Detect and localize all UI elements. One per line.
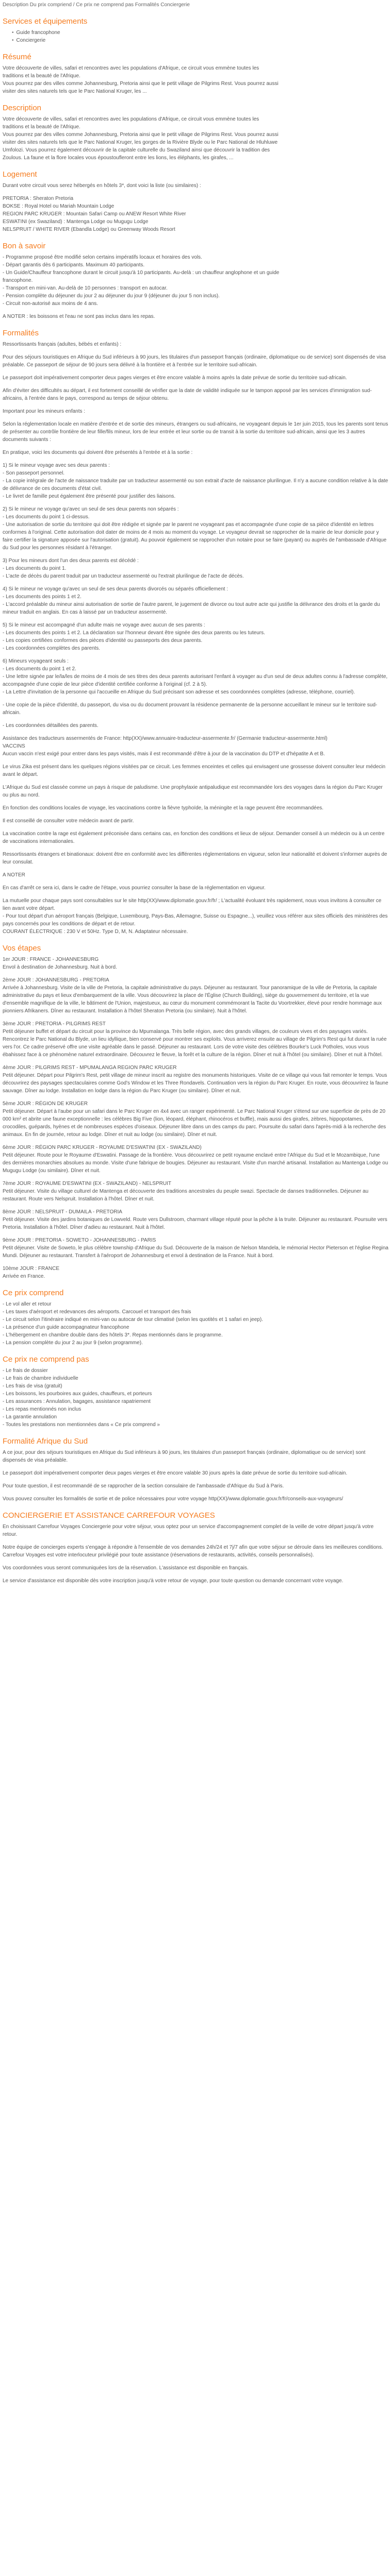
paragraph: 3) Pour les mineurs dont l'un des deux parents est décédé : [3, 558, 139, 564]
day-text: Petit déjeuner. Départ pour Pilgrim's Rest, petit village de mineur inscrit au registre des monuments historiques. Visite de ce village qui vous fait remonter le temps. Vous découvrirez des paysages spectaculaires comme God's Window et les Three Rondavels. Continuation vers la région du Parc Kruger. En route, vous découvrirez la faune sauvage. Dîner au lodge. Installation en lodge dans la région du Parc Kruger (ou similaire). Dîner et nuit. [3, 1073, 388, 1094]
text-line: Vous pourrez par des villes comme Johannesburg, Pretoria ainsi que le petit village de Pilgrims Rest. Vous pourrez aussi [3, 81, 279, 87]
list-item: - L'hébergement en chambre double dans des hôtels 3*. Repas mentionnés dans le programme. [3, 1332, 223, 1338]
day-text: Arrivée en France. [3, 1274, 45, 1279]
formalites-title: Formalités [3, 329, 39, 337]
paragraph: - La copie intégrale de l'acte de naissance traduite par un traducteur assermenté ou son extrait d'acte de naissance plurilingue. Il n'y a aucune condition relative à la date de délivrance de ces documents d'état civil. [3, 478, 388, 492]
text-line: francophone. [3, 278, 33, 283]
day-text: Petit déjeuner. Visite du village culturel de Mantenga et découverte des traditions ancestrales du peuple swazi. Spectacle de danses traditionnelles. Déjeuner au restaurant. Route vers Nelspruit. Installation à l'hôtel. Dîner et nuit. [3, 1189, 369, 1202]
paragraph: - Les copies certifiées conformes des pièces d'identité ou passeports des deux parents. [3, 638, 203, 643]
paragraph: La mutuelle pour chaque pays sont consultables sur le site http(XX)/www.diplomatie.gouv.fr/fr/ ; L'actualité évoluant très rapidement, nous vous invitons à consulter ce lien avant votre départ. [3, 898, 382, 911]
paragraph: - Pour tout départ d'un aéroport français (Belgique, Luxembourg, Pays-Bas, Allemagne, Suisse ou Espagne...), veuillez vous référer aux sites officiels des ministères des pays concernés pour les conditions de départ et de retour. [3, 913, 388, 927]
paragraph: Vous pouvez consulter les formalités de sortie et de police nécessaires pour votre voyage http(XX)/www.diplomatie.gouv.fr/fr/conseils-aux-voyageurs/ [3, 1496, 344, 1502]
paragraph: 1) Si le mineur voyage avec ses deux parents : [3, 463, 110, 468]
paragraph: - Une copie de la pièce d'identité, du passeport, du visa ou du document prouvant la résidence permanente de la personne accueillant le mineur sur le territoire sud-africain. [3, 702, 378, 716]
text-line: - Transport en mini-van. Au-delà de 10 personnes : transport en autocar. [3, 285, 168, 291]
paragraph: Important pour les mineurs enfants : [3, 409, 86, 414]
paragraph: - Les documents du point 1. [3, 566, 67, 571]
list-item: • Conciergerie [17, 37, 388, 44]
list-item: - Les frais de visa (gratuit) [3, 1383, 62, 1389]
paragraph: Vos coordonnées vous seront communiquées lors de la réservation. L'assistance est disponible en français. [3, 1565, 249, 1571]
text-line: Umfolozi. Vous pourrez également découvrir de la capitale culturelle du Swaziland ainsi que découvrir la tradition des [3, 147, 270, 153]
paragraph: VACCINS [3, 743, 25, 749]
paragraph: Le virus Zika est présent dans les quelques régions visitées par ce circuit. Les femmes enceintes et celles qui envisagent une grossesse doivent consulter leur médecin avant le départ. [3, 764, 386, 777]
paragraph: - Le livret de famille peut également être présenté pour justifier des liaisons. [3, 494, 176, 499]
paragraph: En fonction des conditions locales de voyage, les vaccinations contre la fièvre typhoïde, la méningite et la rage peuvent être recommandées. [3, 805, 324, 811]
day-heading: 6ème JOUR : RÉGION PARC KRUGER - ROYAUME D'ESWATINI (EX - SWAZILAND) [3, 1145, 202, 1150]
list-item: - Les repas mentionnés non inclus [3, 1406, 82, 1412]
day-heading: 8ème JOUR : NELSPRUIT - DUMAILA - PRETORIA [3, 1209, 122, 1215]
paragraph: Aucun vaccin n'est exigé pour entrer dans les pays visités, mais il est recommandé d'être à jour de la vaccination du DTP et d'hépatite A et B. [3, 751, 325, 757]
text-line: - Programme proposé être modifié selon certains impératifs locaux et horaires des vols. [3, 255, 202, 260]
day-heading: 3ème JOUR : PRETORIA - PILGRIMS REST [3, 1021, 106, 1027]
list-item: - Le frais de dossier [3, 1368, 48, 1374]
bon-savoir-text [3, 253, 388, 308]
paragraph: - L'accord préalable du mineur ainsi autorisation de sortie de l'autre parent, le jugement de divorce ou tout autre acte qui justifie la délivrance des droits et la garde du mineur traduit en anglais. En cas à laissé par un traducteur assermenté. [3, 602, 380, 615]
etapes-list [3, 956, 388, 1280]
day-heading: 7ème JOUR : ROYAUME D'ESWATINI (EX - SWAZILAND) - NELSPRUIT [3, 1181, 171, 1187]
paragraph: - Les documents du point 1 ci-dessus. [3, 514, 90, 520]
logement-intro: Durant votre circuit vous serez hébergés en hôtels 3*, dont voici la liste (ou similaires) : [3, 183, 201, 189]
description-title: Description [3, 104, 42, 112]
hotel-item: PRETORIA : Sheraton Pretoria [3, 196, 74, 201]
paragraph: En cas d'arrêt ce sera ici, dans le cadre de l'étape, vous pourriez consulter la base de la réglementation en vigueur. [3, 885, 266, 891]
text-line: traditions et la beauté de l'Afrique. [3, 124, 80, 130]
day-heading: 9ème JOUR : PRETORIA - SOWETO - JOHANNESBURG - PARIS [3, 1238, 156, 1243]
list-item: • Guide francophone [17, 29, 388, 37]
paragraph: - Les documents du point 1 et 2. [3, 666, 76, 672]
paragraph: - Les coordonnées complètes des parents. [3, 646, 100, 651]
day-heading: 10ème JOUR : FRANCE [3, 1266, 60, 1272]
paragraph: Le passeport doit impérativement comporter deux pages vierges et être encore valable 30 jours après la date prévue de sortie du territoire sud-africain. [3, 1470, 348, 1476]
text-line: Zoulous. La faune et la flore locales vous époustoufleront entre les lions, les éléphants, les girafes, ... [3, 155, 234, 161]
text-line: traditions et la beauté de l'Afrique. [3, 73, 80, 79]
hotel-item: ESWATINI (ex Swaziland) : Mantenga Lodge ou Mugugu Lodge [3, 219, 149, 225]
conciergerie-body [3, 1523, 388, 1585]
paragraph: 4) Si le mineur ne voyage qu'avec un seul de ses deux parents divorcés ou séparés officiellement : [3, 586, 228, 592]
day-text: Arrivée à Johannesburg. Visite de la ville de Pretoria, la capitale administrative du pays. Déjeuner au restaurant. Tour panoramique de la ville de Pretoria, la capitale administrative du pays et lieux d'embarquement de la ville. Vous découvrirez la place de l'Église (Church Building), siège du gouvernement du territoire, et la vue d'ensemble magnifique de la ville, le bâtiment de l'Union, majestueux, au cœur du monument commémorant la Tacite du Voortrekker, élevé pour rendre hommage aux pionniers Afrikaners. Dîner au restaurant. Installation à l'hôtel Sheraton Pretoria (ou similaire). Nuit à l'hôtel. [3, 985, 382, 1014]
prix-ne-comprend-list [3, 1367, 388, 1429]
resume-title: Résumé [3, 53, 31, 61]
resume-text [3, 64, 388, 95]
formalites-afrique-body [3, 1449, 388, 1503]
paragraph: - Une lettre signée par le/la/les de moins de 4 mois de ses titres des deux parents autorisant l'enfant à voyager au d'un seul de deux adultes connu à l'adresse complète, accompagnée d'une copie de leur pièce d'identité certifiée conforme à l'original (cf. 2 à 5). [3, 674, 388, 687]
day-heading: 4ème JOUR : PILGRIMS REST - MPUMALANGA REGION PARC KRUGER [3, 1065, 177, 1071]
paragraph: Selon la réglementation locale en matière d'entrée et de sortie des mineurs, étrangers ou sud-africains, ne voyageant depuis le 1er juin 2015, tous les parents sont tenus de présenter au contrôle frontière de leur fille/fils mineur, lors de leur entrée et leur sortie ou de transit à la sortie du territoire sud-africain, ainsi que les 3 autres documents suivants : [3, 421, 388, 443]
prix-ne-comprend-title: Ce prix ne comprend pas [3, 1355, 89, 1364]
list-item: - Les taxes d'aéroport et redevances des aéroports. Carcouel et transport des frais [3, 1309, 191, 1315]
paragraph: Assistance des traducteurs assermentés de France: http(XX)/www.annuaire-traducteur-assermente.fr/ (Germanie traducteur-assermente.html) [3, 736, 328, 741]
text-line: - Départ garantis dès 6 participants. Maximum 40 participants. [3, 262, 145, 268]
text-line: Votre découverte de villes, safari et rencontres avec les populations d'Afrique, ce circuit vous emmène toutes les [3, 65, 259, 71]
text-line: visiter des sites naturels tels que le Parc National Kruger, les ... [3, 89, 147, 94]
paragraph: Le passeport doit impérativement comporter deux pages vierges et être encore valable à moins après la date prévue de sortie du territoire sud-africain. [3, 375, 347, 381]
breadcrumb: Description Du prix compriend / Ce prix ne comprend pas Formalités Conciergerie [3, 2, 190, 8]
etapes-title: Vos étapes [3, 944, 41, 953]
paragraph: Pour toute question, il est recommandé de se rapprocher de la section consulaire de l'ambassade d'Afrique du Sud à Paris. [3, 1483, 284, 1489]
paragraph: A NOTER [3, 872, 25, 878]
day-heading: 5ème JOUR : RÉGION DE KRUGER [3, 1101, 88, 1107]
formalites-body [3, 341, 388, 936]
paragraph: En choisissant Carrefour Voyages Conciergerie pour votre séjour, vous optez pour un service d'accompagnement complet de la veille de votre départ jusqu'à votre retour. [3, 1524, 374, 1537]
logement-hotels [3, 195, 388, 233]
list-item: - Le circuit selon l'itinéraire indiqué en mini-van ou autocar de tour climatisé (selon les quotités et 1 safari en jeep). [3, 1317, 263, 1323]
text-line: Vous pourrez par des villes comme Johannesburg, Pretoria ainsi que le petit village de Pilgrims Rest. Vous pourrez aussi [3, 132, 279, 138]
prix-comprend-title: Ce prix comprend [3, 1289, 64, 1297]
list-item: - La garantie annulation [3, 1414, 57, 1420]
paragraph: - L'acte de décès du parent traduit par un traducteur assermenté ou l'extrait plurilingue de l'acte de décès. [3, 573, 244, 579]
logement-title: Logement [3, 170, 37, 179]
day-text: Petit déjeuner. Visite de Soweto, le plus célèbre township d'Afrique du Sud. Découverte de la maison de Nelson Mandela, le mémorial Hector Pieterson et l'église Regina Mundi. Déjeuner au restaurant. Transfert à l'aéroport de Johannesburg et envol à destination de la France. Nuit à bord. [3, 1245, 388, 1259]
list-item: - La pension complète du jour 2 au jour 9 (selon programme). [3, 1340, 143, 1346]
day-heading: 1er JOUR : FRANCE - JOHANNESBURG [3, 957, 99, 962]
day-heading: 2ème JOUR : JOHANNESBURG - PRETORIA [3, 977, 109, 983]
day-text: Petit déjeuner. Départ à l'aube pour un safari dans le Parc Kruger en 4x4 avec un ranger expérimenté. Le Parc National Kruger s'étend sur une superficie de près de 20 000 km² et abrite une faune exceptionnelle : les célèbres Big Five (lion, léopard, éléphant, rhinocéros et buffle), mais aussi des girafes, zèbres, hippopotames, crocodiles, guépards, hyènes et de nombreuses espèces d'oiseaux. Déjeuner libre dans un des camps du parc. Poursuite du safari dans l'après-midi à la recherche des animaux. En fin de journée, retour au lodge. Dîner et nuit au lodge (ou similaire). Dîner et nuit. [3, 1109, 386, 1138]
bon-savoir-title: Bon à savoir [3, 242, 46, 250]
list-item: - La présence d'un guide accompagnateur francophone [3, 1325, 129, 1330]
paragraph: 6) Mineurs voyageant seuls : [3, 658, 69, 664]
text-line: - Circuit non-autorisé aux moins de 4 ans. [3, 301, 99, 307]
conciergerie-title: CONCIERGERIE ET ASSISTANCE CARREFOUR VOYAGES [3, 1511, 215, 1520]
paragraph: Ressortissants étrangers et binationaux: doivent être en conformité avec les différentes réglementations en vigueur, selon leur nationalité et doivent s'informer auprès de leur consulat. [3, 852, 387, 865]
formalites-afrique-title: Formalité Afrique du Sud [3, 1437, 88, 1446]
paragraph: - Une autorisation de sortie du territoire qui doit être rédigée et signée par le parent ne voyageant pas et accompagnée d'une copie de sa pièce d'identité en lettres conformes à l'original. Cette autorisation doit dater de moins de 4 mois au moment du voyage. Le voyageur devrait se rapprocher de la mairie de leur domicile pour y faire certifier la signature apposée sur l'autorisation (gratuit). Au pouvoir également se rapprocher d'un notaire pour se faire (payant) ou auprès de l'ambassade d'Afrique du Sud pour les personnes résidant à l'étranger. [3, 522, 387, 551]
day-text: Petit déjeuner buffet et départ du circuit pour la province du Mpumalanga. Très belle région, avec des grands villages, de couleurs vives et des paysages variés. Rencontrez le Parc National du Blyde, un lieu idyllique, bien conservé pour montrer ses exploits. Vous arriverez ensuite au village de Pilgrim's Rest qui fut durant la ruée vers l'or. Ce cadre préservé offre une visite agréable dans le passé. Déjeuner au restaurant. Lors de votre visite des célèbres Bourke's Luck Potholes, vous vous ébahissez face à ce phénomène naturel extraordinaire. Découvrez le fleuve, la forêt et la culture de la région. Dîner et nuit à l'hôtel (ou similaire). Dîner et nuit à l'hôtel. [3, 1029, 387, 1058]
text-line: Votre découverte de villes, safari et rencontres avec les populations d'Afrique, ce circuit vous emmène toutes les [3, 116, 259, 122]
services-title: Services et équipements [3, 17, 88, 26]
paragraph: Il est conseillé de consulter votre médecin avant de partir. [3, 818, 134, 824]
paragraph: - Les coordonnées détaillées des parents. [3, 723, 99, 728]
hotel-item: REGION PARC KRUGER : Mountain Safari Camp ou ANEW Resort White River [3, 211, 186, 217]
day-text: Envol à destination de Johannesburg. Nuit à bord. [3, 964, 117, 970]
paragraph: Ressortissants français (adultes, bébés et enfants) : [3, 342, 122, 347]
paragraph: A ce jour, pour des séjours touristiques en Afrique du Sud inférieurs à 90 jours, les titulaires d'un passeport français (ordinaire, diplomatique ou de service) sont dispensés de visa préalable. [3, 1450, 366, 1463]
paragraph: En pratique, voici les documents qui doivent être présentés à l'entrée et à la sortie : [3, 450, 193, 455]
paragraph: L'Afrique du Sud est classée comme un pays à risque de paludisme. Une prophylaxie antipaludique est recommandée lors des voyages dans la région du Parc Kruger ou plus au nord. [3, 785, 383, 798]
list-item: - Le frais de chambre individuelle [3, 1376, 78, 1381]
paragraph: COURANT ÉLECTRIQUE : 230 V et 50Hz. Type D, M, N. Adaptateur nécessaire. [3, 929, 188, 935]
paragraph: Pour des séjours touristiques en Afrique du Sud inférieurs à 90 jours, les titulaires d'un passeport français (ordinaire, diplomatique ou de service) sont dispensés de visa préalable. Ce passeport de séjour de 90 jours sera délivré à la frontière et à l'entrée sur le territoire sud-africain. [3, 354, 386, 368]
hotel-item: NELSPRUIT / WHITE RIVER (Ebandla Lodge) ou Greenway Woods Resort [3, 227, 175, 232]
hotel-item: BOKSE : Royal Hotel ou Mariah Mountain Lodge [3, 204, 115, 209]
text-line: - Un Guide/Chauffeur francophone durant le circuit jusqu'à 10 participants. Au-delà : un chauffeur anglophone et un guide [3, 270, 280, 276]
paragraph: La vaccination contre la rage est également préconisée dans certains cas, en fonction des conditions et lieux de séjour. Demander conseil à un médecin ou à un centre de vaccinations internationales. [3, 831, 385, 844]
paragraph: 2) Si le mineur ne voyage qu'avec un seul de ses deux parents non séparés : [3, 506, 179, 512]
text-line: - Pension complète du déjeuner du jour 2 au déjeuner du jour 9 (déjeuner du jour 5 non inclus). [3, 293, 220, 299]
list-item: - Les boissons, les pourboires aux guides, chauffeurs, et porteurs [3, 1391, 152, 1397]
paragraph: - Les documents des points 1 et 2. La déclaration sur l'honneur devant être signée des deux parents ou les tuteurs. [3, 630, 265, 636]
paragraph: 5) Si le mineur est accompagné d'un adulte mais ne voyage avec aucun de ses parents : [3, 622, 205, 628]
list-item: - Toutes les prestations non mentionnées dans « Ce prix comprend » [3, 1422, 160, 1428]
paragraph: Le service d'assistance est disponible dès votre inscription jusqu'à votre retour de voyage, pour toute question ou demande concernant votre voyage. [3, 1578, 344, 1584]
list-item: - Les assurances : Annulation, bagages, assistance rapatriement [3, 1399, 151, 1404]
description-text [3, 115, 388, 162]
list-item: - Le vol aller et retour [3, 1301, 52, 1307]
day-text: Petit déjeuner. Route pour le Royaume d'Eswatini. Passage de la frontière. Vous découvrirez ce petit royaume enclavé entre l'Afrique du Sud et le Mozambique, l'une des dernières monarchies absolues au monde. Visite d'une fabrique de bougies. Déjeuner au restaurant. Visite d'un marché artisanal. Installation au Mantenga Lodge ou Mugugu Lodge (ou similaire). Dîner et nuit. [3, 1153, 388, 1174]
paragraph: Notre équipe de concierges experts s'engage à répondre à l'ensemble de vos demandes 24h/24 et 7j/7 afin que votre séjour se déroule dans les meilleures conditions. Carrefour Voyages est votre interlocuteur privilégié pour toute assistance (réservations de restaurants, activités, conseils personnalisés). [3, 1545, 383, 1558]
bon-savoir-note: A NOTER : les boissons et l'eau ne sont pas inclus dans les repas. [3, 314, 155, 319]
services-list [3, 29, 388, 44]
paragraph: - Les documents des points 1 et 2. [3, 594, 82, 600]
paragraph: - La Lettre d'invitation de la personne qui l'accueille en Afrique du Sud précisant son adresse et ses coordonnées complètes (adresse, téléphone, courriel). [3, 689, 355, 695]
paragraph: Afin d'éviter des difficultés au départ, il est fortement conseillé de vérifier que la date de validité indiquée sur le tampon apposé par les services d'immigration sud-africains, à l'entrée dans le pays, correspond au temps de séjour obtenu. [3, 388, 372, 401]
paragraph: - Son passeport personnel. [3, 470, 65, 476]
prix-comprend-list [3, 1300, 388, 1347]
day-text: Petit déjeuner. Visite des jardins botaniques de Lowveld. Route vers Dullstroom, charmant village réputé pour la pêche à la truite. Déjeuner au restaurant. Poursuite vers Pretoria. Installation à l'hôtel. Dîner d'adieu au restaurant. Nuit à l'hôtel. [3, 1217, 387, 1230]
text-line: visiter des sites naturels tels que le Parc National Kruger, les gorges de la Rivière Blyde ou le Parc National de Hluhluwe [3, 140, 278, 145]
